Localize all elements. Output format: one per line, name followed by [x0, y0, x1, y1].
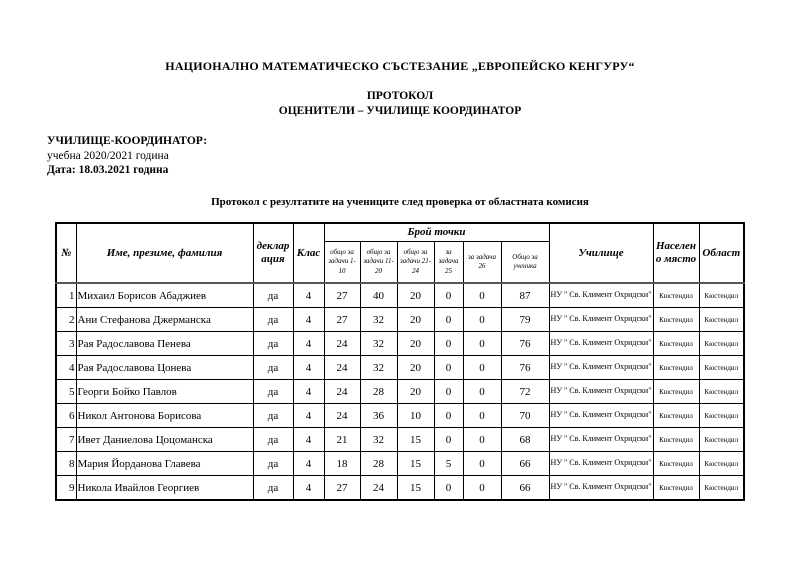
cell-points-6: 76 [501, 332, 549, 356]
table-row [56, 332, 744, 356]
protocol-subheading: ОЦЕНИТЕЛИ – УЧИЛИЩЕ КООРДИНАТОР [278, 105, 522, 117]
cell-points-2: 32 [360, 428, 397, 452]
cell-points-4: 0 [434, 332, 463, 356]
cell-points-4: 0 [434, 428, 463, 452]
table-row [56, 356, 744, 380]
cell-points-5: 0 [463, 283, 501, 308]
cell-town: Кюстендил [653, 452, 699, 476]
results-table-header [56, 223, 744, 283]
cell-points-6: 72 [501, 380, 549, 404]
header-points-group: Брой точки [324, 223, 549, 242]
table-row [56, 283, 744, 308]
cell-points-4: 0 [434, 404, 463, 428]
cell-points-4: 0 [434, 356, 463, 380]
protocol-heading: ПРОТОКОЛ [366, 90, 434, 102]
cell-declaration: да [253, 428, 293, 452]
cell-declaration: да [253, 476, 293, 501]
cell-school: НУ " Св. Климент Охридски" [549, 476, 653, 501]
cell-region: Кюстендил [699, 404, 744, 428]
cell-grade: 4 [293, 380, 324, 404]
cell-region: Кюстендил [699, 332, 744, 356]
header-region: Област [699, 223, 744, 283]
cell-points-4: 0 [434, 380, 463, 404]
cell-points-3: 15 [397, 428, 434, 452]
cell-number: 7 [56, 428, 76, 452]
cell-points-2: 32 [360, 308, 397, 332]
cell-region: Кюстендил [699, 308, 744, 332]
cell-points-5: 0 [463, 452, 501, 476]
cell-town: Кюстендил [653, 428, 699, 452]
results-tbody [56, 283, 744, 500]
header-name: Име, презиме, фамилия [76, 223, 253, 283]
cell-grade: 4 [293, 476, 324, 501]
cell-name: Мария Йорданова Главева [76, 452, 253, 476]
cell-points-3: 20 [397, 283, 434, 308]
cell-name: Никол Антонова Борисова [76, 404, 253, 428]
cell-declaration: да [253, 308, 293, 332]
header-points-task-26: за задача 26 [463, 242, 501, 284]
cell-points-5: 0 [463, 428, 501, 452]
cell-points-3: 10 [397, 404, 434, 428]
cell-declaration: да [253, 452, 293, 476]
cell-points-5: 0 [463, 332, 501, 356]
header-grade: Клас [293, 223, 324, 283]
cell-number: 5 [56, 380, 76, 404]
table-row [56, 452, 744, 476]
cell-town: Кюстендил [653, 404, 699, 428]
cell-grade: 4 [293, 404, 324, 428]
cell-name: Никола Ивайлов Георгиев [76, 476, 253, 501]
header-number: № [56, 223, 76, 283]
cell-region: Кюстендил [699, 476, 744, 501]
cell-points-2: 28 [360, 380, 397, 404]
cell-name: Георги Бойко Павлов [76, 380, 253, 404]
cell-points-1: 27 [324, 308, 360, 332]
cell-points-3: 20 [397, 308, 434, 332]
header-points-tasks-21-24: общо за задачи 21-24 [397, 242, 434, 284]
cell-points-2: 24 [360, 476, 397, 501]
cell-points-1: 24 [324, 356, 360, 380]
cell-town: Кюстендил [653, 476, 699, 501]
cell-points-4: 0 [434, 476, 463, 501]
cell-region: Кюстендил [699, 452, 744, 476]
cell-points-5: 0 [463, 476, 501, 501]
cell-declaration: да [253, 332, 293, 356]
cell-declaration: да [253, 356, 293, 380]
cell-points-3: 20 [397, 356, 434, 380]
cell-school: НУ " Св. Климент Охридски" [549, 356, 653, 380]
cell-points-5: 0 [463, 308, 501, 332]
cell-school: НУ " Св. Климент Охридски" [549, 308, 653, 332]
cell-number: 2 [56, 308, 76, 332]
table-caption: Протокол с резултатите на учениците след проверка от областната комисия [211, 196, 589, 208]
cell-points-2: 40 [360, 283, 397, 308]
cell-school: НУ " Св. Климент Охридски" [549, 283, 653, 308]
cell-points-1: 24 [324, 404, 360, 428]
cell-points-3: 20 [397, 380, 434, 404]
cell-grade: 4 [293, 428, 324, 452]
cell-points-1: 18 [324, 452, 360, 476]
cell-points-1: 21 [324, 428, 360, 452]
coordinator-block [47, 134, 207, 178]
table-row [56, 380, 744, 404]
cell-points-3: 15 [397, 452, 434, 476]
cell-town: Кюстендил [653, 283, 699, 308]
header-points-tasks-1-10: общо за задачи 1-10 [324, 242, 360, 284]
cell-points-3: 15 [397, 476, 434, 501]
cell-points-2: 32 [360, 332, 397, 356]
cell-points-2: 36 [360, 404, 397, 428]
cell-school: НУ " Св. Климент Охридски" [549, 380, 653, 404]
header-group-row [56, 223, 744, 242]
cell-town: Кюстендил [653, 356, 699, 380]
cell-name: Ани Стефанова Джерманска [76, 308, 253, 332]
cell-name: Михаил Борисов Абаджиев [76, 283, 253, 308]
cell-points-5: 0 [463, 356, 501, 380]
results-table [55, 222, 745, 501]
cell-number: 6 [56, 404, 76, 428]
header-points-total: Общо за ученика [501, 242, 549, 284]
cell-points-4: 0 [434, 308, 463, 332]
cell-points-1: 27 [324, 283, 360, 308]
cell-town: Кюстендил [653, 380, 699, 404]
cell-points-4: 5 [434, 452, 463, 476]
cell-declaration: да [253, 380, 293, 404]
school-year-line: учебна 2020/2021 година [47, 149, 169, 162]
header-points-tasks-11-20: общо за задачи 11-20 [360, 242, 397, 284]
table-row [56, 476, 744, 501]
cell-points-6: 66 [501, 476, 549, 501]
date-line: Дата: 18.03.2021 година [47, 164, 169, 176]
cell-town: Кюстендил [653, 332, 699, 356]
cell-points-4: 0 [434, 283, 463, 308]
cell-declaration: да [253, 404, 293, 428]
cell-points-6: 68 [501, 428, 549, 452]
table-row [56, 404, 744, 428]
cell-region: Кюстендил [699, 356, 744, 380]
cell-grade: 4 [293, 308, 324, 332]
cell-school: НУ " Св. Климент Охридски" [549, 428, 653, 452]
cell-points-5: 0 [463, 404, 501, 428]
cell-grade: 4 [293, 283, 324, 308]
header-town: Населено място [653, 223, 699, 283]
cell-points-6: 66 [501, 452, 549, 476]
coordinator-label: УЧИЛИЩЕ-КООРДИНАТОР: [47, 135, 208, 147]
cell-points-2: 32 [360, 356, 397, 380]
cell-school: НУ " Св. Климент Охридски" [549, 404, 653, 428]
table-row [56, 308, 744, 332]
cell-points-1: 27 [324, 476, 360, 501]
cell-number: 9 [56, 476, 76, 501]
cell-points-1: 24 [324, 380, 360, 404]
cell-school: НУ " Св. Климент Охридски" [549, 452, 653, 476]
cell-number: 1 [56, 283, 76, 308]
header-school: Училище [549, 223, 653, 283]
header-declaration: декларация [253, 223, 293, 283]
cell-declaration: да [253, 283, 293, 308]
cell-points-6: 79 [501, 308, 549, 332]
cell-grade: 4 [293, 332, 324, 356]
cell-number: 3 [56, 332, 76, 356]
cell-points-2: 28 [360, 452, 397, 476]
cell-points-3: 20 [397, 332, 434, 356]
document-title: НАЦИОНАЛНО МАТЕМАТИЧЕСКО СЪСТЕЗАНИЕ „ЕВРОПЕЙСКО КЕНГУРУ“ [165, 59, 635, 73]
cell-region: Кюстендил [699, 428, 744, 452]
cell-region: Кюстендил [699, 283, 744, 308]
cell-points-1: 24 [324, 332, 360, 356]
cell-school: НУ " Св. Климент Охридски" [549, 332, 653, 356]
table-row [56, 428, 744, 452]
cell-points-6: 76 [501, 356, 549, 380]
cell-name: Рая Радославова Цонева [76, 356, 253, 380]
header-points-task-25: за задача 25 [434, 242, 463, 284]
cell-points-6: 87 [501, 283, 549, 308]
cell-grade: 4 [293, 356, 324, 380]
cell-town: Кюстендил [653, 308, 699, 332]
cell-name: Ивет Даниелова Цоцоманска [76, 428, 253, 452]
cell-number: 4 [56, 356, 76, 380]
cell-points-6: 70 [501, 404, 549, 428]
cell-points-5: 0 [463, 380, 501, 404]
cell-number: 8 [56, 452, 76, 476]
cell-region: Кюстендил [699, 380, 744, 404]
cell-name: Рая Радославова Пенева [76, 332, 253, 356]
cell-grade: 4 [293, 452, 324, 476]
